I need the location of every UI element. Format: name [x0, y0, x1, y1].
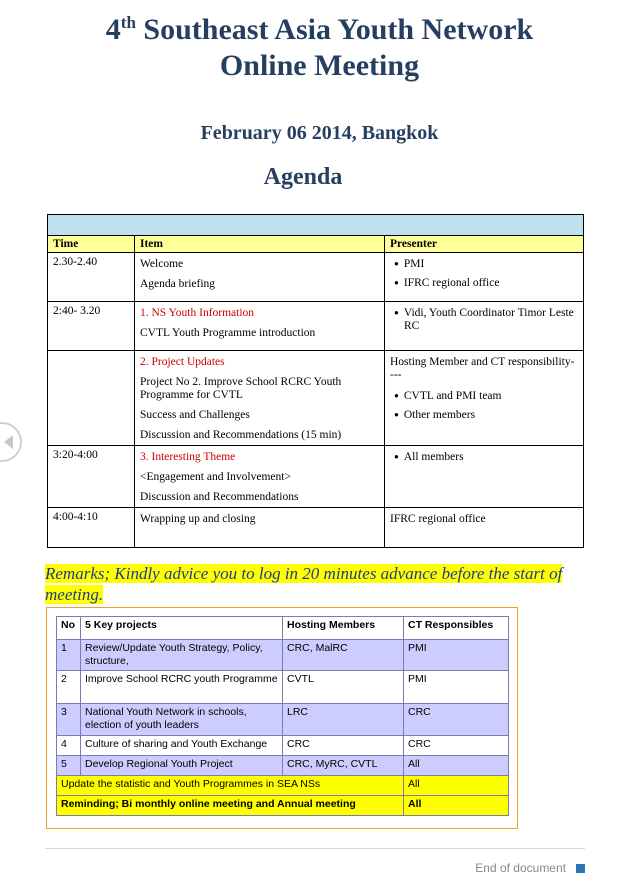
agenda-row [48, 508, 584, 548]
row-item: 1. NS Youth Information CVTL Youth Programme introduction [135, 302, 385, 351]
kp-header-hosting: Hosting Members [283, 617, 404, 640]
kp-header-ct: CT Responsibles [404, 617, 509, 640]
row-time: 4:00-4:10 [48, 508, 135, 548]
agenda-heading: Agenda [263, 164, 343, 190]
remarks-note: Remarks; Kindly advice you to log in 20 minutes advance before the start of meeting. [45, 564, 563, 604]
meeting-date: February 06 2014, Bangkok [200, 122, 439, 144]
key-projects-header [57, 617, 509, 640]
row-item: Welcome Agenda briefing [135, 253, 385, 302]
chevron-left-icon [4, 435, 13, 449]
title-superscript: th [120, 13, 136, 32]
agenda-row [48, 446, 584, 508]
agenda-row [48, 302, 584, 351]
row-presenter: ● All members [385, 446, 584, 508]
footer-divider [45, 848, 585, 849]
row-presenter: ● Vidi, Youth Coordinator Timor Leste RC [385, 302, 584, 351]
row-presenter: Hosting Member and CT responsibility---- ● CVTL and PMI team ● Other members [385, 351, 584, 446]
key-project-row: 4 Culture of sharing and Youth Exchange CRC CRC [57, 736, 509, 756]
title-line-2: Online Meeting [219, 49, 420, 82]
agenda-row [48, 351, 584, 446]
header-presenter: Presenter [385, 236, 584, 253]
row-time: 2.30-2.40 [48, 253, 135, 302]
kp-header-no: No [57, 617, 81, 640]
kp-header-project: 5 Key projects [81, 617, 283, 640]
header-item: Item [135, 236, 385, 253]
row-item: Wrapping up and closing [135, 508, 385, 548]
row-item: 2. Project Updates Project No 2. Improve School RCRC Youth Programme for CVTL Success and Challenges Discussion and Recommendations (15 min) [135, 351, 385, 446]
title-line-1: 4th Southeast Asia Youth Network [105, 13, 534, 46]
agenda-header-row [48, 236, 584, 253]
end-square-icon [576, 864, 585, 873]
header-time: Time [48, 236, 135, 253]
row-time [48, 351, 135, 446]
key-projects-footer-row: Update the statistic and Youth Programmes in SEA NSs All [57, 776, 509, 796]
row-presenter: ● PMI ● IFRC regional office [385, 253, 584, 302]
key-project-row: 3 National Youth Network in schools, election of youth leaders LRC CRC [57, 704, 509, 736]
end-of-document-label: End of document [475, 861, 566, 875]
key-project-row: 1 Review/Update Youth Strategy, Policy, structure, CRC, MalRC PMI [57, 640, 509, 671]
key-project-row: 2 Improve School RCRC youth Programme CVTL PMI [57, 671, 509, 704]
row-item: 3. Interesting Theme <Engagement and Involvement> Discussion and Recommendations [135, 446, 385, 508]
agenda-color-band [48, 215, 584, 236]
key-project-row: 5 Develop Regional Youth Project CRC, MyRC, CVTL All [57, 756, 509, 776]
agenda-row [48, 253, 584, 302]
row-presenter: IFRC regional office [385, 508, 584, 548]
agenda-table [47, 214, 584, 548]
row-time: 3:20-4:00 [48, 446, 135, 508]
row-time: 2:40- 3.20 [48, 302, 135, 351]
key-projects-footer-row: Reminding; Bi monthly online meeting and Annual meeting All [57, 796, 509, 816]
key-projects-table [56, 616, 509, 816]
previous-page-button[interactable] [0, 422, 22, 462]
document-title [0, 12, 639, 84]
